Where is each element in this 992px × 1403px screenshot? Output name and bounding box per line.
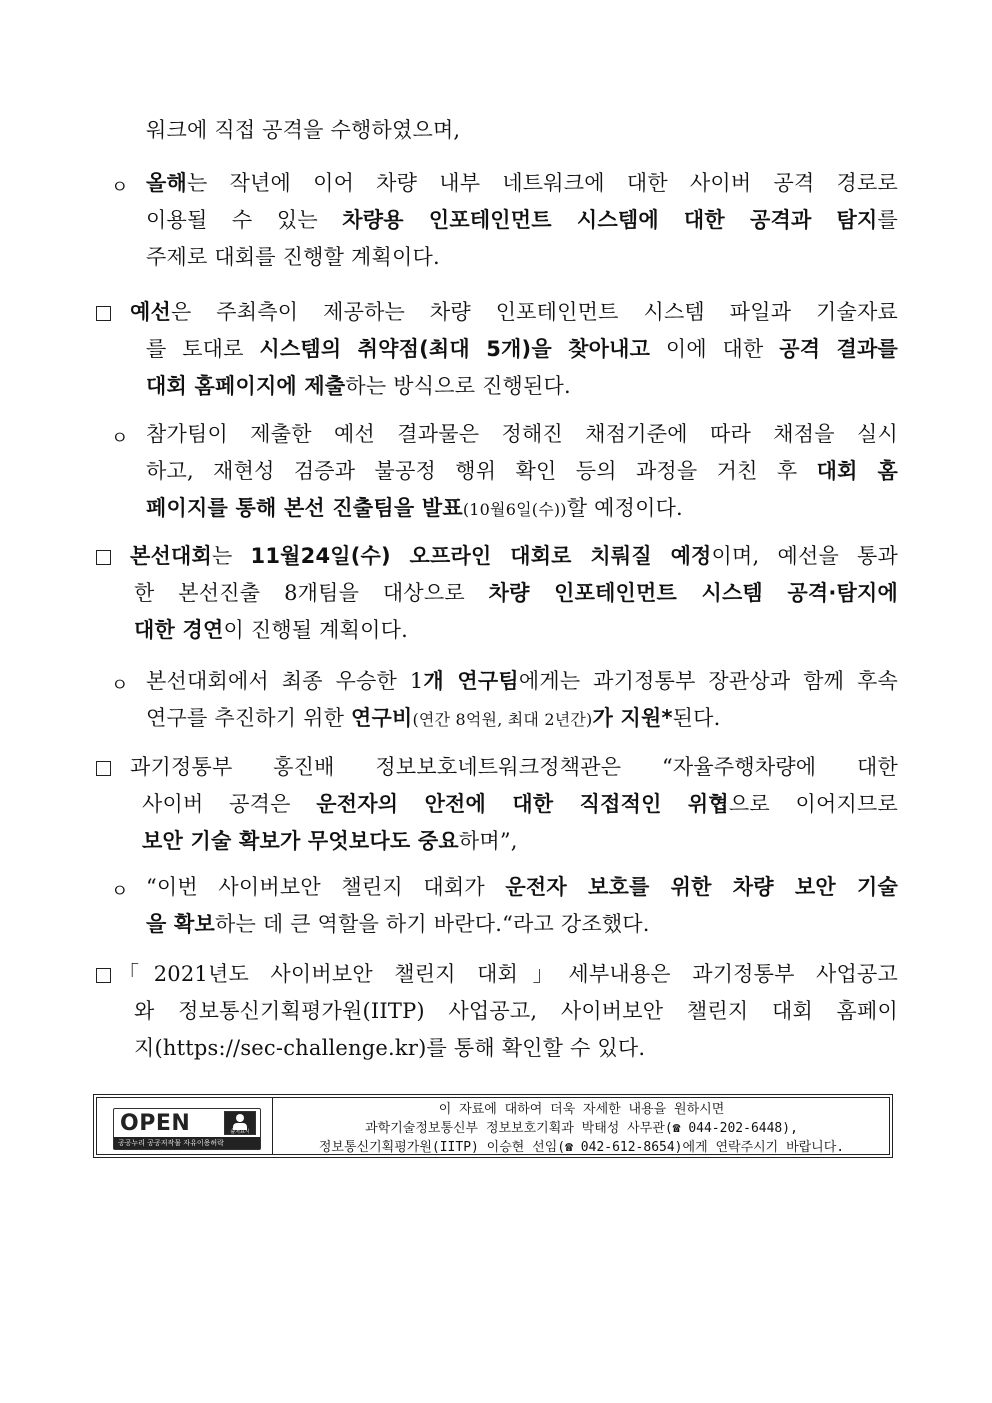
text-line: 이용될 수 있는 차량용 인포테인먼트 시스템에 대한 공격과 탐지를 xyxy=(146,208,898,232)
attribution-person-icon: 출처표시 xyxy=(224,1111,256,1135)
contact-box-inner xyxy=(96,1097,890,1155)
contact-line: 이 자료에 대하여 더욱 자세한 내용을 원하시면 xyxy=(438,1102,725,1117)
text-line: 「2021년도 사이버보안 챌린지 대회」세부내용은 과기정통부 사업공고 xyxy=(118,962,898,986)
text-line: 를 토대로 시스템의 취약점(최대 5개)을 찾아내고 이에 대한 공격 결과를 xyxy=(146,337,898,361)
text-line: 본선대회에서 최종 우승한 1개 연구팀에게는 과기정통부 장관상과 함께 후속 xyxy=(146,669,898,693)
paragraph-8 xyxy=(118,956,898,1067)
logo-cell xyxy=(97,1098,273,1154)
contact-box xyxy=(93,1094,893,1158)
text-line: 대한 경연이 진행될 계획이다. xyxy=(134,618,408,642)
text-line: 보안 기술 확보가 무엇보다도 중요하며”, xyxy=(142,829,518,853)
text-line: 과기정통부 홍진배 정보보호네트워크정책관은 “자율주행차량에 대한 xyxy=(130,755,898,779)
circle-bullet-icon: ㅇ xyxy=(111,881,129,902)
contact-line: 정보통신기획평가원(IITP) 이승현 선임(☎ 042-612-8654)에게 연락주시기 바랍니다. xyxy=(318,1140,845,1155)
paragraph-7 xyxy=(146,869,898,943)
text-line: 본선대회는 11월24일(수) 오프라인 대회로 치뤄질 예정이며, 예선을 통과 xyxy=(130,544,898,568)
paragraph-1 xyxy=(146,165,898,276)
checkbox-bullet-icon xyxy=(96,550,111,569)
paragraph-2 xyxy=(130,294,898,405)
contact-line: 과학기술정보통신부 정보보호기획과 박태성 사무관(☎ 044-202-6448), xyxy=(365,1121,798,1136)
text-line: 주제로 대회를 진행할 계획이다. xyxy=(146,245,440,269)
checkbox-bullet-icon xyxy=(96,968,111,987)
circle-bullet-icon: ㅇ xyxy=(111,675,129,696)
text-line: 사이버 공격은 운전자의 안전에 대한 직접적인 위협으로 이어지므로 xyxy=(142,792,898,816)
circle-bullet-icon: ㅇ xyxy=(111,428,129,449)
text-line: 올해는 작년에 이어 차량 내부 네트워크에 대한 사이버 공격 경로로 xyxy=(146,171,898,195)
text-line: 지(https://sec-challenge.kr)를 통해 확인할 수 있다. xyxy=(134,1036,646,1060)
text-line: 하고, 재현성 검증과 불공정 행위 확인 등의 과정을 거친 후 대회 홈 xyxy=(146,459,898,483)
text-line: 한 본선진출 8개팀을 대상으로 차량 인포테인먼트 시스템 공격·탐지에 xyxy=(134,581,898,605)
text-line: 와 정보통신기획평가원(IITP) 사업공고, 사이버보안 챌린지 대회 홈페이 xyxy=(134,999,898,1023)
text-line: 워크에 직접 공격을 수행하였으며, xyxy=(146,118,461,142)
text-line: 연구를 추진하기 위한 연구비(연간 8억원, 최대 2년간)가 지원*된다. xyxy=(146,706,721,730)
logo-caption: 공공누리 공공저작물 자유이용허락 xyxy=(114,1137,260,1149)
text-line: 참가팀이 제출한 예선 결과물은 정해진 채점기준에 따라 채점을 실시 xyxy=(146,422,898,446)
text-line: 예선은 주최측이 제공하는 차량 인포테인먼트 시스템 파일과 기술자료 xyxy=(130,300,898,324)
text-line: 페이지를 통해 본선 진출팀을 발표(10월6일(수))할 예정이다. xyxy=(146,496,683,520)
paragraph-5 xyxy=(146,663,898,738)
paragraph-4 xyxy=(130,538,898,649)
checkbox-bullet-icon xyxy=(96,306,111,325)
text-line: 대회 홈페이지에 제출하는 방식으로 진행된다. xyxy=(146,374,571,398)
logo-wordmark: OPEN xyxy=(120,1111,191,1136)
paragraph-3 xyxy=(146,416,898,528)
contact-text xyxy=(274,1098,889,1154)
text-line: “이번 사이버보안 챌린지 대회가 운전자 보호를 위한 차량 보안 기술 xyxy=(146,875,898,899)
circle-bullet-icon: ㅇ xyxy=(111,177,129,198)
paragraph-continuation xyxy=(146,112,886,149)
text-line: 을 확보하는 데 큰 역할을 하기 바란다.“라고 강조했다. xyxy=(146,912,650,936)
paragraph-6 xyxy=(130,749,898,860)
kogl-open-logo xyxy=(113,1108,261,1150)
checkbox-bullet-icon xyxy=(96,761,111,780)
